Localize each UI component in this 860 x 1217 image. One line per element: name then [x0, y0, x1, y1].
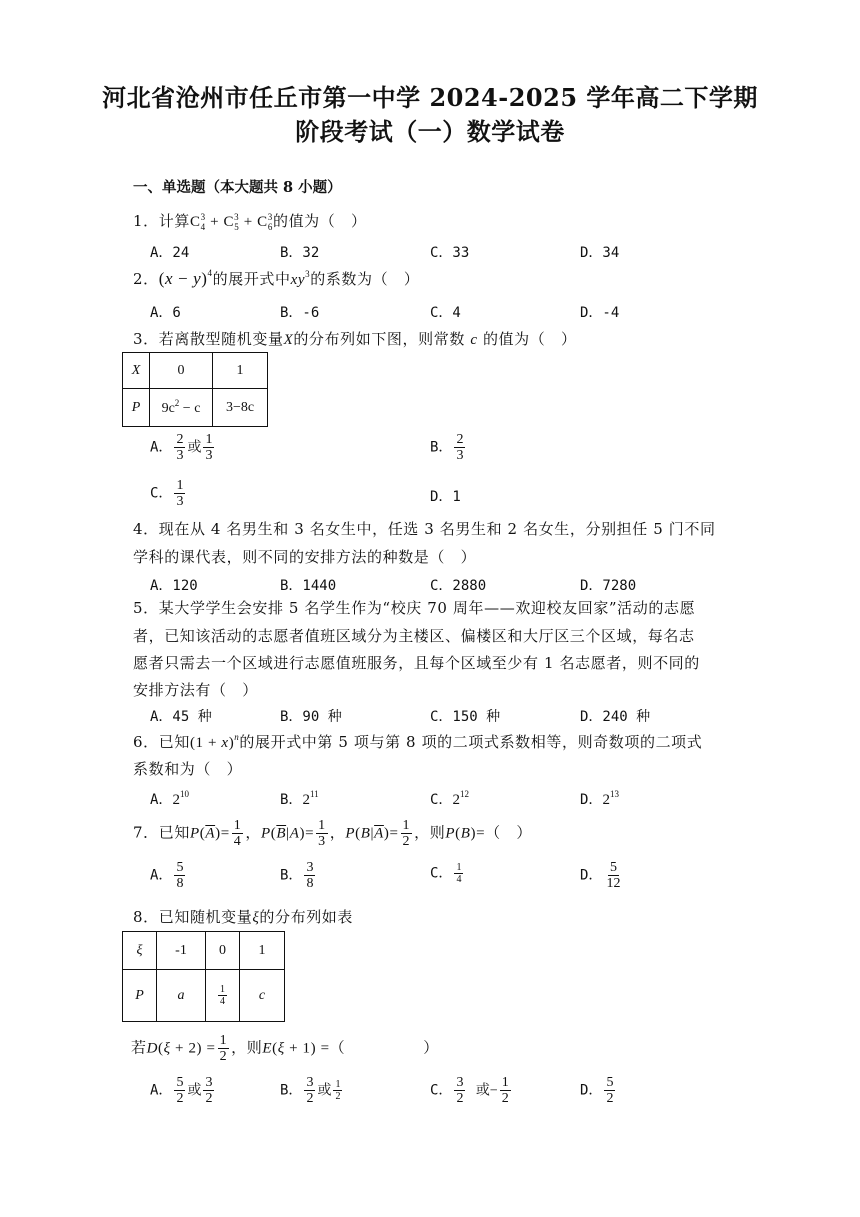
q2-option-a: A．6 [150, 305, 181, 321]
q4-option-c: C．2880 [430, 578, 487, 594]
q1-option-a: A．24 [150, 245, 190, 261]
q3-table-header-0: 0 [150, 353, 213, 389]
question-8: 8．已知随机变量ξ的分布列如表 [133, 908, 353, 926]
q8-table-header-neg1: -1 [157, 932, 206, 970]
q6-option-a: A．$2^{10}$ [150, 789, 189, 808]
question-1: 1．计算$C^3_4 + C^3_5 + C^3_6$的值为（ ） [133, 212, 367, 232]
q8-table-pa: a [157, 970, 206, 1022]
q6-option-d: D．$2^{13}$ [580, 789, 619, 808]
q8-table-pc: c [240, 970, 285, 1022]
q4-option-d: D．7280 [580, 578, 637, 594]
question-4-line2: 学科的课代表，则不同的安排方法的种数是（ ） [133, 548, 477, 566]
q8-option-b: B． $\frac{3}{2}$ 或 $\frac{1}{2}$ [280, 1075, 341, 1106]
q6-option-b: B．$2^{11}$ [280, 789, 319, 808]
question-5-line1: 5．某大学学生会安排 5 名学生作为“校庆 70 周年——欢迎校友回家”活动的志愿 [133, 599, 696, 617]
exam-title-line1: 河北省沧州市任丘市第一中学 2024-2025 学年高二下学期 [102, 83, 758, 112]
q3-distribution-table [122, 352, 268, 427]
q8-table-header-1: 1 [240, 932, 285, 970]
q8-distribution-table [122, 931, 285, 1022]
question-3: 3．若离散型随机变量X的分布列如下图，则常数 c 的值为（ ） [133, 330, 577, 348]
q2-option-b: B．-6 [280, 305, 320, 321]
q3-table-p1: 3−8c [213, 389, 268, 427]
q3-table-label-p: P [123, 389, 150, 427]
q1-option-b: B．32 [280, 245, 320, 261]
question-5-line2: 者，已知该活动的志愿者值班区域分为主楼区、偏楼区和大厅区三个区域，每名志 [133, 627, 695, 645]
question-2: 2．$(x - y)^4$的展开式中$xy^3$的系数为（ ） [133, 268, 420, 288]
exam-title-line2: 阶段考试（一）数学试卷 [295, 117, 565, 146]
q7-option-a: A． $\frac{5}{8}$ [150, 860, 184, 891]
question-5-line3: 愿者只需去一个区域进行志愿值班服务，且每个区域至少有 1 名志愿者，则不同的 [133, 654, 700, 672]
q8-condition: 若D(ξ + 2) = $\frac{1}{2}$ ，则E(ξ + 1) =（ ） [131, 1033, 439, 1064]
q8-table-header-xi: ξ [123, 932, 157, 970]
q8-option-c: C． $\frac{3}{2}$ 或− $\frac{1}{2}$ [430, 1075, 509, 1106]
q7-option-c: C． $\frac{1}{4}$ [430, 862, 462, 885]
q7-option-b: B． $\frac{3}{8}$ [280, 860, 314, 891]
q3-table-p0: $9c^2 - c$ [150, 389, 213, 427]
question-7: 7．已知$P(\overline{A})=$ $\frac{1}{4}$ ，$P(\overline{B}|A)=$ $\frac{1}{3}$ ，$P(B|\overline{A})=$ $\frac{1}{2}$ ，则P(B)=（ ） [133, 818, 532, 849]
q5-option-b: B．90 种 [280, 709, 342, 725]
question-6-line1: 6．已知$(1 + x)^n$的展开式中第 5 项与第 8 项的二项式系数相等，则奇数项的二项式 [133, 732, 703, 751]
q6-option-c: C．$2^{12}$ [430, 789, 469, 808]
q2-option-c: C．4 [430, 305, 461, 321]
q4-option-a: A．120 [150, 578, 198, 594]
q3-option-b: B． $\frac{2}{3}$ [430, 432, 464, 463]
question-4-line1: 4．现在从 4 名男生和 3 名女生中，任选 3 名男生和 2 名女生，分别担任 5 门不同 [133, 520, 716, 538]
q5-option-c: C．150 种 [430, 709, 501, 725]
q3-option-c: C． $\frac{1}{3}$ [150, 478, 184, 509]
q5-option-a: A．45 种 [150, 709, 212, 725]
q8-table-label-p: P [123, 970, 157, 1022]
q2-option-d: D．-4 [580, 305, 620, 321]
q3-table-header-x: X [123, 353, 150, 389]
q8-table-p0: $\frac{1}{4}$ [206, 970, 240, 1022]
q5-option-d: D．240 种 [580, 709, 651, 725]
q1-option-c: C．33 [430, 245, 470, 261]
q8-option-a: A． $\frac{5}{2}$ 或 $\frac{3}{2}$ [150, 1075, 213, 1106]
q1-option-d: D．34 [580, 245, 620, 261]
question-5-line4: 安排方法有（ ） [133, 681, 258, 699]
q3-option-d: D．1 [430, 489, 461, 505]
q3-option-a: A． $\frac{2}{3}$ 或 $\frac{1}{3}$ [150, 432, 213, 463]
section-heading: 一、单选题（本大题共 8 小题） [133, 179, 342, 196]
q3-table-header-1: 1 [213, 353, 268, 389]
q8-table-header-0: 0 [206, 932, 240, 970]
q8-option-d: D． $\frac{5}{2}$ [580, 1075, 614, 1106]
q4-option-b: B．1440 [280, 578, 337, 594]
question-6-line2: 系数和为（ ） [133, 760, 243, 778]
q7-option-d: D． $\frac{5}{12}$ [580, 860, 621, 891]
